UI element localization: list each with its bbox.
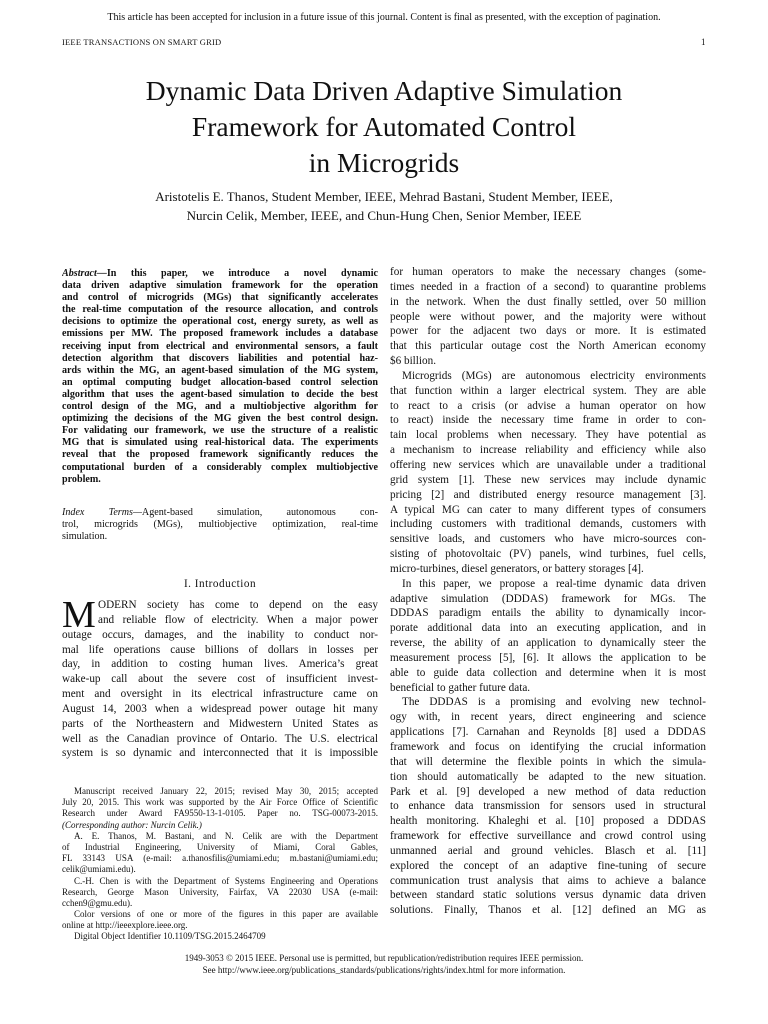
text-line (390, 621, 706, 636)
text-line (390, 443, 706, 458)
line-text: a mechanism to increase reliability and efficiency while also (390, 444, 706, 457)
text-line (390, 428, 706, 443)
text-line (390, 399, 706, 414)
line-text: July 20, 2015. This work was supported by the Air Force Office of Scientific (62, 797, 378, 808)
text-line (390, 695, 706, 710)
line-text: simulation. (62, 531, 108, 543)
text-line (390, 473, 706, 488)
line-text: tain local problems when necessary. They have potential as (390, 429, 706, 442)
drop-cap: M (62, 594, 96, 636)
line-text: and control of microgrids (MGs) that significantly accelerates (62, 292, 378, 304)
text-line (62, 531, 378, 543)
line-text: tion should automatically be adapted to the new situation. (390, 770, 706, 783)
text-line (62, 672, 378, 687)
line-text: problem. (62, 473, 101, 485)
text-line (390, 814, 706, 829)
line-text: The DDDAS is a promising and evolving new technol- (402, 696, 706, 709)
line-text: Research, George Mason University, Fairfax, VA 22030 USA (e-mail: (62, 886, 378, 897)
text-line (62, 389, 378, 401)
line-text: able to guide data collection and determine when it is most (390, 666, 706, 679)
author-list (0, 187, 768, 225)
line-text: ODERN society has come to depend on the easy (98, 599, 378, 611)
footnote-line (62, 898, 378, 909)
text-line (390, 562, 706, 577)
text-line (390, 770, 706, 785)
line-text: decisions to optimize the operational cost, energy surety, as well as (62, 316, 378, 328)
line-text: that this particular outage cost the North American economy (390, 340, 706, 353)
line-text: to react to a crisis (or advise a human operator on how (390, 399, 706, 412)
line-text: receiving input from electrical and environmental sensors, a fault (62, 340, 378, 352)
footnote-line (62, 864, 378, 875)
text-line (62, 341, 378, 353)
title-line: in Microgrids (308, 147, 460, 178)
text-line (62, 304, 378, 316)
footnote-line (62, 842, 378, 853)
text-line (62, 657, 378, 672)
text-line (390, 310, 706, 325)
line-text: A. E. Thanos, M. Bastani, and N. Celik are with the Department (74, 830, 378, 841)
line-text: August 14, 2003 when a widespread power outage hit many (62, 702, 378, 715)
line-text: DDDAS paradigm entails the ability to dynamically incor- (390, 607, 706, 620)
footer-line: 1949-3053 © 2015 IEEE. Personal use is permitted, but republication/redistribution requires IEEE permission. (184, 953, 584, 963)
line-text: data driven adaptive simulation framework for the operation (62, 280, 378, 292)
text-line (62, 280, 378, 292)
text-line (390, 606, 706, 621)
footnote-line (62, 797, 378, 808)
line-text: in the network. When the dust finally settled, over 50 million (390, 295, 706, 308)
title-line: Dynamic Data Driven Adaptive Simulation (145, 75, 623, 106)
line-text: cchen9@gmu.edu). (62, 897, 133, 908)
line-text: framework and focus on identifying the crucial information (390, 741, 706, 753)
paper-title (0, 73, 768, 181)
text-line (390, 888, 706, 903)
text-line (62, 401, 378, 413)
text-line (390, 785, 706, 800)
line-text: an optimal computing budget allocation-based control selection (62, 376, 378, 388)
line-text: health monitoring. Khaleghi et al. [10] proposed a DDDAS (390, 815, 706, 828)
text-line (62, 316, 378, 328)
text-line (390, 666, 706, 681)
text-line (62, 462, 378, 474)
line-text: wake-up call about the severe cost of insufficient invest- (62, 673, 378, 686)
text-line (62, 292, 378, 304)
footnote-line (62, 876, 378, 887)
footer-line: See http://www.ieee.org/publications_standards/publications/rights/index.html for more information. (202, 965, 566, 975)
line-text: to react) inside the necessary time frame in order to con- (390, 414, 706, 427)
acceptance-notice: This article has been accepted for inclusion in a future issue of this journal. Content is final as presented, with the exception of pagination. (107, 12, 661, 23)
footnote-line (62, 820, 378, 831)
text-line (62, 449, 378, 461)
line-text: and reliable flow of electricity. When a major power (98, 613, 378, 626)
index-terms (62, 507, 378, 543)
text-line (390, 740, 706, 755)
text-line (390, 577, 706, 592)
journal-running-head: IEEE TRANSACTIONS ON SMART GRID (62, 37, 222, 47)
text-line (390, 636, 706, 651)
line-text: adaptive simulation (DDDAS) framework for MGs. The (390, 592, 706, 605)
right-column-body (390, 265, 706, 918)
text-line (390, 859, 706, 874)
text-line (62, 365, 378, 377)
text-line (390, 874, 706, 889)
title-line: Framework for Automated Control (191, 111, 577, 142)
abstract-label: Abstract— (62, 268, 107, 279)
line-text: algorithm that uses the agent-based simulation to decide the best (62, 388, 378, 400)
text-line (390, 651, 706, 666)
text-line (62, 268, 378, 280)
text-line (390, 592, 706, 607)
text-line (62, 328, 378, 340)
line-text: reveal that the proposed framework significantly reduces the (62, 449, 378, 461)
text-line (62, 628, 378, 643)
line-text: Park et al. [9] developed a new method of data reduction (390, 785, 706, 798)
line-text: the real-time computation of the resource allocation, and controls (62, 304, 378, 316)
line-text: control design of the MG, and a multiobjective algorithm for (62, 401, 378, 413)
text-line (62, 425, 378, 437)
page-number: 1 (701, 37, 706, 47)
text-line (62, 413, 378, 425)
line-text: porate additional data into an executing application, and in (390, 622, 706, 635)
line-text: Manuscript received January 22, 2015; revised May 30, 2015; accepted (74, 786, 378, 796)
text-line (62, 519, 378, 531)
text-line (62, 613, 378, 628)
line-text: applications [7]. Carnahan and Reynolds [8] used a DDDAS (390, 726, 706, 739)
line-text: system is so dynamic and interconnected that it is impossible (62, 747, 378, 760)
line-text: to enhance data transmission for sensors used in structural (390, 800, 706, 813)
line-text: of Industrial Engineering, University of Miami, Coral Gables, (62, 841, 378, 852)
text-line (62, 377, 378, 389)
line-text: Color versions of one or more of the figures in this paper are available (74, 909, 378, 920)
footnote-line (62, 786, 378, 797)
text-line (390, 324, 706, 339)
line-text: FL 33143 USA (e-mail: a.thanosfilis@umiami.edu; m.bastani@umiami.edu; (62, 853, 378, 864)
footnote-line (62, 831, 378, 842)
line-text: measurement process [5], [6]. It allows the application to be (390, 651, 706, 664)
footnote-line (62, 931, 378, 942)
line-text: detection algorithm that discovers liabilities and potential haz- (62, 352, 378, 364)
index-terms-label: Index Terms— (62, 507, 142, 518)
line-text: mal life operations cause billions of dollars in losses per (62, 643, 378, 656)
line-text: celik@umiami.edu). (62, 864, 136, 875)
text-line (62, 437, 378, 449)
text-line (62, 687, 378, 702)
author-line: Aristotelis E. Thanos, Student Member, IEEE, Mehrad Bastani, Student Member, IEEE, (155, 189, 613, 204)
text-line (390, 369, 706, 384)
line-text: Agent-based simulation, autonomous con- (141, 507, 378, 518)
line-text: explored the concept of an adaptive fine-tuning of secure (390, 859, 706, 872)
text-line (390, 725, 706, 740)
text-line (62, 702, 378, 717)
text-line (390, 503, 706, 518)
line-text: micro-turbines, diesel generators, or battery storages [4]. (390, 562, 644, 575)
text-line (390, 755, 706, 770)
line-text: sisting of photovoltaic (PV) panels, wind turbines, fuel cells, (390, 548, 706, 561)
text-line (62, 474, 378, 486)
line-text: that will determine the flexible points in which the simula- (390, 755, 706, 768)
line-text: offering new services which are unavailable under a traditional (390, 458, 706, 471)
footnotes (62, 786, 378, 943)
footnote-line (62, 920, 378, 931)
line-text: framework for effective surveillance and crowd control using (390, 830, 706, 843)
line-text: Research under Award FA9550-13-1-0105. Paper no. TSG-00073-2015. (62, 808, 378, 819)
text-line (390, 384, 706, 399)
text-line (390, 799, 706, 814)
footnote-line (62, 909, 378, 920)
line-text: trol, microgrids (MGs), multiobjective optimization, real-time (62, 519, 378, 531)
line-text: grid system [1]. These new services may include dynamic (390, 473, 706, 486)
text-line (390, 517, 706, 532)
text-line (390, 354, 706, 369)
text-line (390, 265, 706, 280)
line-text: ment and oversight in its electrical infrastructure came on (62, 688, 378, 701)
text-line (62, 717, 378, 732)
text-line (62, 732, 378, 747)
line-text: MG that is simulated using real-historical data. The experiments (62, 437, 378, 449)
line-text: reverse, the ability of an application to dynamically steer the (390, 637, 706, 650)
line-text: ards within the MG, an agent-based simulation of the MG system, (62, 364, 378, 376)
line-text: people were without power, and the majority were without (390, 310, 706, 323)
intro-paragraph (62, 594, 378, 761)
text-line (390, 458, 706, 473)
line-text: $6 billion. (390, 355, 436, 368)
line-text: including customers with traditional demands, customers with (390, 518, 706, 531)
copyright-footer (0, 952, 768, 976)
line-text: communication trust analysis that aims to achieve a balance (390, 874, 706, 887)
line-text: A typical MG can cater to many different types of consumers (390, 503, 706, 516)
author-line: Nurcin Celik, Member, IEEE, and Chun-Hung Chen, Senior Member, IEEE (186, 208, 582, 223)
line-text: for human operators to make the necessary changes (some- (390, 266, 706, 278)
line-text: In this paper, we propose a real-time dynamic data driven (402, 577, 706, 590)
line-text: For validating our framework, we use the structure of a realistic (62, 425, 378, 437)
text-line (390, 710, 706, 725)
line-text: emissions per MW. The proposed framework includes a database (62, 328, 378, 340)
line-text: day, in addition to costing human lives. America’s great (62, 658, 378, 671)
text-line (390, 681, 706, 696)
text-line (390, 844, 706, 859)
text-line (62, 643, 378, 658)
text-line (62, 353, 378, 365)
text-line (390, 488, 706, 503)
text-line (62, 746, 378, 761)
text-line (390, 903, 706, 918)
line-text: well as the Canadian province of Ontario. The U.S. electrical (62, 732, 378, 745)
line-text: pricing [2] and distributed energy resource management [3]. (390, 488, 706, 501)
text-line (390, 547, 706, 562)
line-text: computational burden of a considerably complex multiobjective (62, 461, 378, 473)
text-line (390, 532, 706, 547)
footnote-line (62, 808, 378, 819)
text-line (390, 295, 706, 310)
text-line (390, 413, 706, 428)
line-text: sensitive loads, and customers who have micro-sources con- (390, 533, 706, 546)
line-text: beneficial to gather future data. (390, 681, 531, 694)
text-line (390, 829, 706, 844)
line-text: ogy with, in recent years, direct engineering and science (390, 711, 706, 724)
line-text: optimizing the decisions of the MG given the best control design. (62, 413, 378, 425)
line-text: outage occurs, damages, and the inability to conduct nor- (62, 628, 378, 641)
section-heading: I. Introduction (183, 578, 257, 590)
line-text: between standard static solutions versus dynamic data driven (390, 889, 706, 902)
line-text: times needed in a fraction of a second) to quarantine problems (390, 280, 706, 293)
line-text: (Corresponding author: Nurcin Celik.) (62, 819, 202, 830)
line-text: that function within a larger electrical system. They are able (390, 384, 706, 397)
line-text: online at http://ieeexplore.ieee.org. (62, 920, 188, 931)
line-text: power for the adjacent two days or more. It is estimated (390, 325, 706, 338)
text-line (390, 280, 706, 295)
text-line (390, 339, 706, 354)
line-text: In this paper, we introduce a novel dynamic (106, 268, 378, 279)
line-text: Microgrids (MGs) are autonomous electricity environments (402, 369, 706, 382)
footnote-line (62, 853, 378, 864)
text-line (62, 598, 378, 613)
abstract (62, 268, 378, 486)
line-text: Digital Object Identifier 10.1109/TSG.2015.2464709 (74, 931, 266, 942)
line-text: C.-H. Chen is with the Department of Systems Engineering and Operations (74, 875, 378, 886)
line-text: unmanned aerial and ground vehicles. Blasch et al. [11] (390, 844, 706, 857)
text-line (62, 507, 378, 519)
footnote-line (62, 887, 378, 898)
line-text: solutions. Finally, Thanos et al. [12] defined an MG as (390, 904, 706, 917)
line-text: parts of the Northeastern and Midwestern United States as (62, 717, 378, 730)
